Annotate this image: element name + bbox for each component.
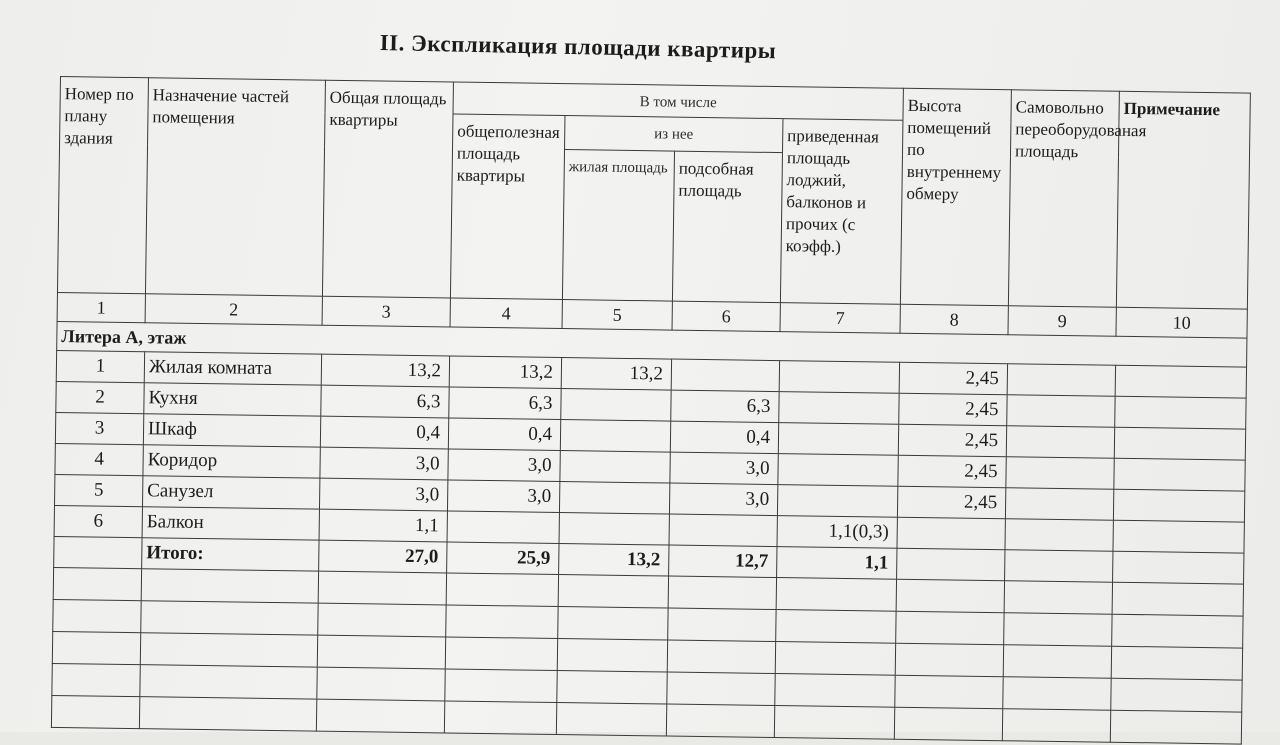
room-living-area: [560, 451, 670, 484]
header-col9: Самовольно переоборудованая площадь: [1008, 90, 1119, 307]
header-col4: общеполезная площадь квартиры: [450, 114, 565, 300]
room-name: Балкон: [142, 507, 319, 540]
room-number: 1: [56, 350, 144, 382]
header-incl: В том числе: [453, 82, 903, 120]
room-number: 5: [55, 474, 143, 506]
room-reduced-area: 1,1(0,3): [777, 516, 897, 549]
room-name: Санузел: [142, 476, 319, 509]
room-name: Коридор: [143, 445, 320, 478]
room-useful-area: 6,3: [449, 387, 561, 420]
room-height: 2,45: [899, 362, 1007, 395]
header-col1: Номер по плану здания: [57, 77, 148, 294]
room-reduced-area: [779, 361, 899, 394]
total-reduced-area: 1,1: [777, 547, 897, 580]
room-unauthorized-area: [1006, 426, 1114, 459]
room-aux-area: 6,3: [671, 390, 779, 423]
column-number: 8: [900, 304, 1008, 335]
room-note: [1115, 365, 1246, 398]
total-unauthorized-area: [1005, 550, 1113, 583]
room-reduced-area: [778, 423, 898, 456]
header-col3: Общая площадь квартиры: [322, 80, 453, 298]
room-total-area: 1,1: [319, 509, 447, 542]
room-aux-area: 3,0: [670, 452, 778, 485]
total-area: 27,0: [319, 540, 447, 573]
room-unauthorized-area: [1007, 395, 1115, 428]
header-col10: Примечание: [1116, 91, 1250, 309]
room-total-area: 0,4: [320, 416, 448, 449]
header-of-which: из нее: [565, 116, 783, 153]
room-total-area: 3,0: [320, 447, 448, 480]
room-living-area: 13,2: [561, 358, 671, 391]
room-note: [1113, 520, 1244, 553]
room-height: 2,45: [898, 424, 1006, 457]
room-name: Шкаф: [143, 414, 320, 447]
total-label: Итого:: [142, 538, 319, 571]
room-living-area: [560, 420, 670, 453]
total-height: [897, 548, 1005, 581]
room-useful-area: [447, 511, 559, 544]
room-aux-area: [671, 359, 779, 392]
document-title: II. Экспликация площади квартиры: [379, 30, 777, 64]
room-reduced-area: [779, 392, 899, 425]
column-number: 2: [145, 294, 322, 325]
room-note: [1113, 489, 1244, 522]
explication-table: [51, 76, 1251, 745]
header-col8: Высота помещений по внутреннему обмеру: [900, 88, 1011, 305]
explication-table-wrapper: [51, 76, 1251, 745]
room-useful-area: 3,0: [448, 449, 560, 482]
room-unauthorized-area: [1005, 488, 1113, 521]
total-number: [54, 536, 142, 568]
room-aux-area: 3,0: [669, 483, 777, 516]
room-height: 2,45: [897, 486, 1005, 519]
column-number: 5: [562, 300, 672, 331]
room-number: 6: [54, 505, 142, 537]
room-unauthorized-area: [1005, 519, 1113, 552]
section-label: Литера А, этаж: [57, 321, 1247, 367]
room-number: 2: [56, 381, 144, 413]
room-height: 2,45: [898, 455, 1006, 488]
room-unauthorized-area: [1006, 457, 1114, 490]
room-height: 2,45: [899, 393, 1007, 426]
room-total-area: 13,2: [321, 354, 449, 387]
room-useful-area: 13,2: [449, 356, 561, 389]
room-name: Жилая комната: [144, 352, 321, 385]
room-useful-area: 0,4: [448, 418, 560, 451]
column-number: 3: [322, 296, 450, 327]
room-aux-area: [669, 514, 777, 547]
column-number: 1: [57, 292, 145, 322]
header-col6: подсобная площадь: [672, 151, 782, 302]
room-unauthorized-area: [1007, 364, 1115, 397]
header-col2: Назначение частей помещения: [145, 78, 325, 296]
room-note: [1114, 427, 1245, 460]
total-note: [1113, 551, 1244, 584]
total-aux-area: 12,7: [669, 545, 777, 578]
room-living-area: [559, 513, 669, 546]
column-number: 4: [450, 298, 562, 329]
room-reduced-area: [777, 485, 897, 518]
room-note: [1114, 458, 1245, 491]
column-number: 7: [780, 303, 900, 334]
column-number: 9: [1008, 306, 1116, 337]
total-living-area: 13,2: [559, 544, 669, 577]
room-aux-area: 0,4: [670, 421, 778, 454]
total-useful-area: 25,9: [447, 542, 559, 575]
room-name: Кухня: [144, 383, 321, 416]
room-living-area: [559, 482, 669, 515]
room-number: 3: [55, 412, 143, 444]
header-col5: жилая площадь: [562, 150, 674, 302]
column-number: 10: [1116, 307, 1247, 338]
room-height: [897, 517, 1005, 550]
room-note: [1115, 396, 1246, 429]
room-useful-area: 3,0: [447, 480, 559, 513]
room-living-area: [561, 389, 671, 422]
column-number: 6: [672, 301, 780, 332]
room-reduced-area: [778, 454, 898, 487]
room-total-area: 6,3: [321, 385, 449, 418]
room-total-area: 3,0: [319, 478, 447, 511]
header-col7: приведенная площадь лоджий, балконов и прочих (с коэфф.): [780, 119, 903, 305]
room-number: 4: [55, 443, 143, 475]
